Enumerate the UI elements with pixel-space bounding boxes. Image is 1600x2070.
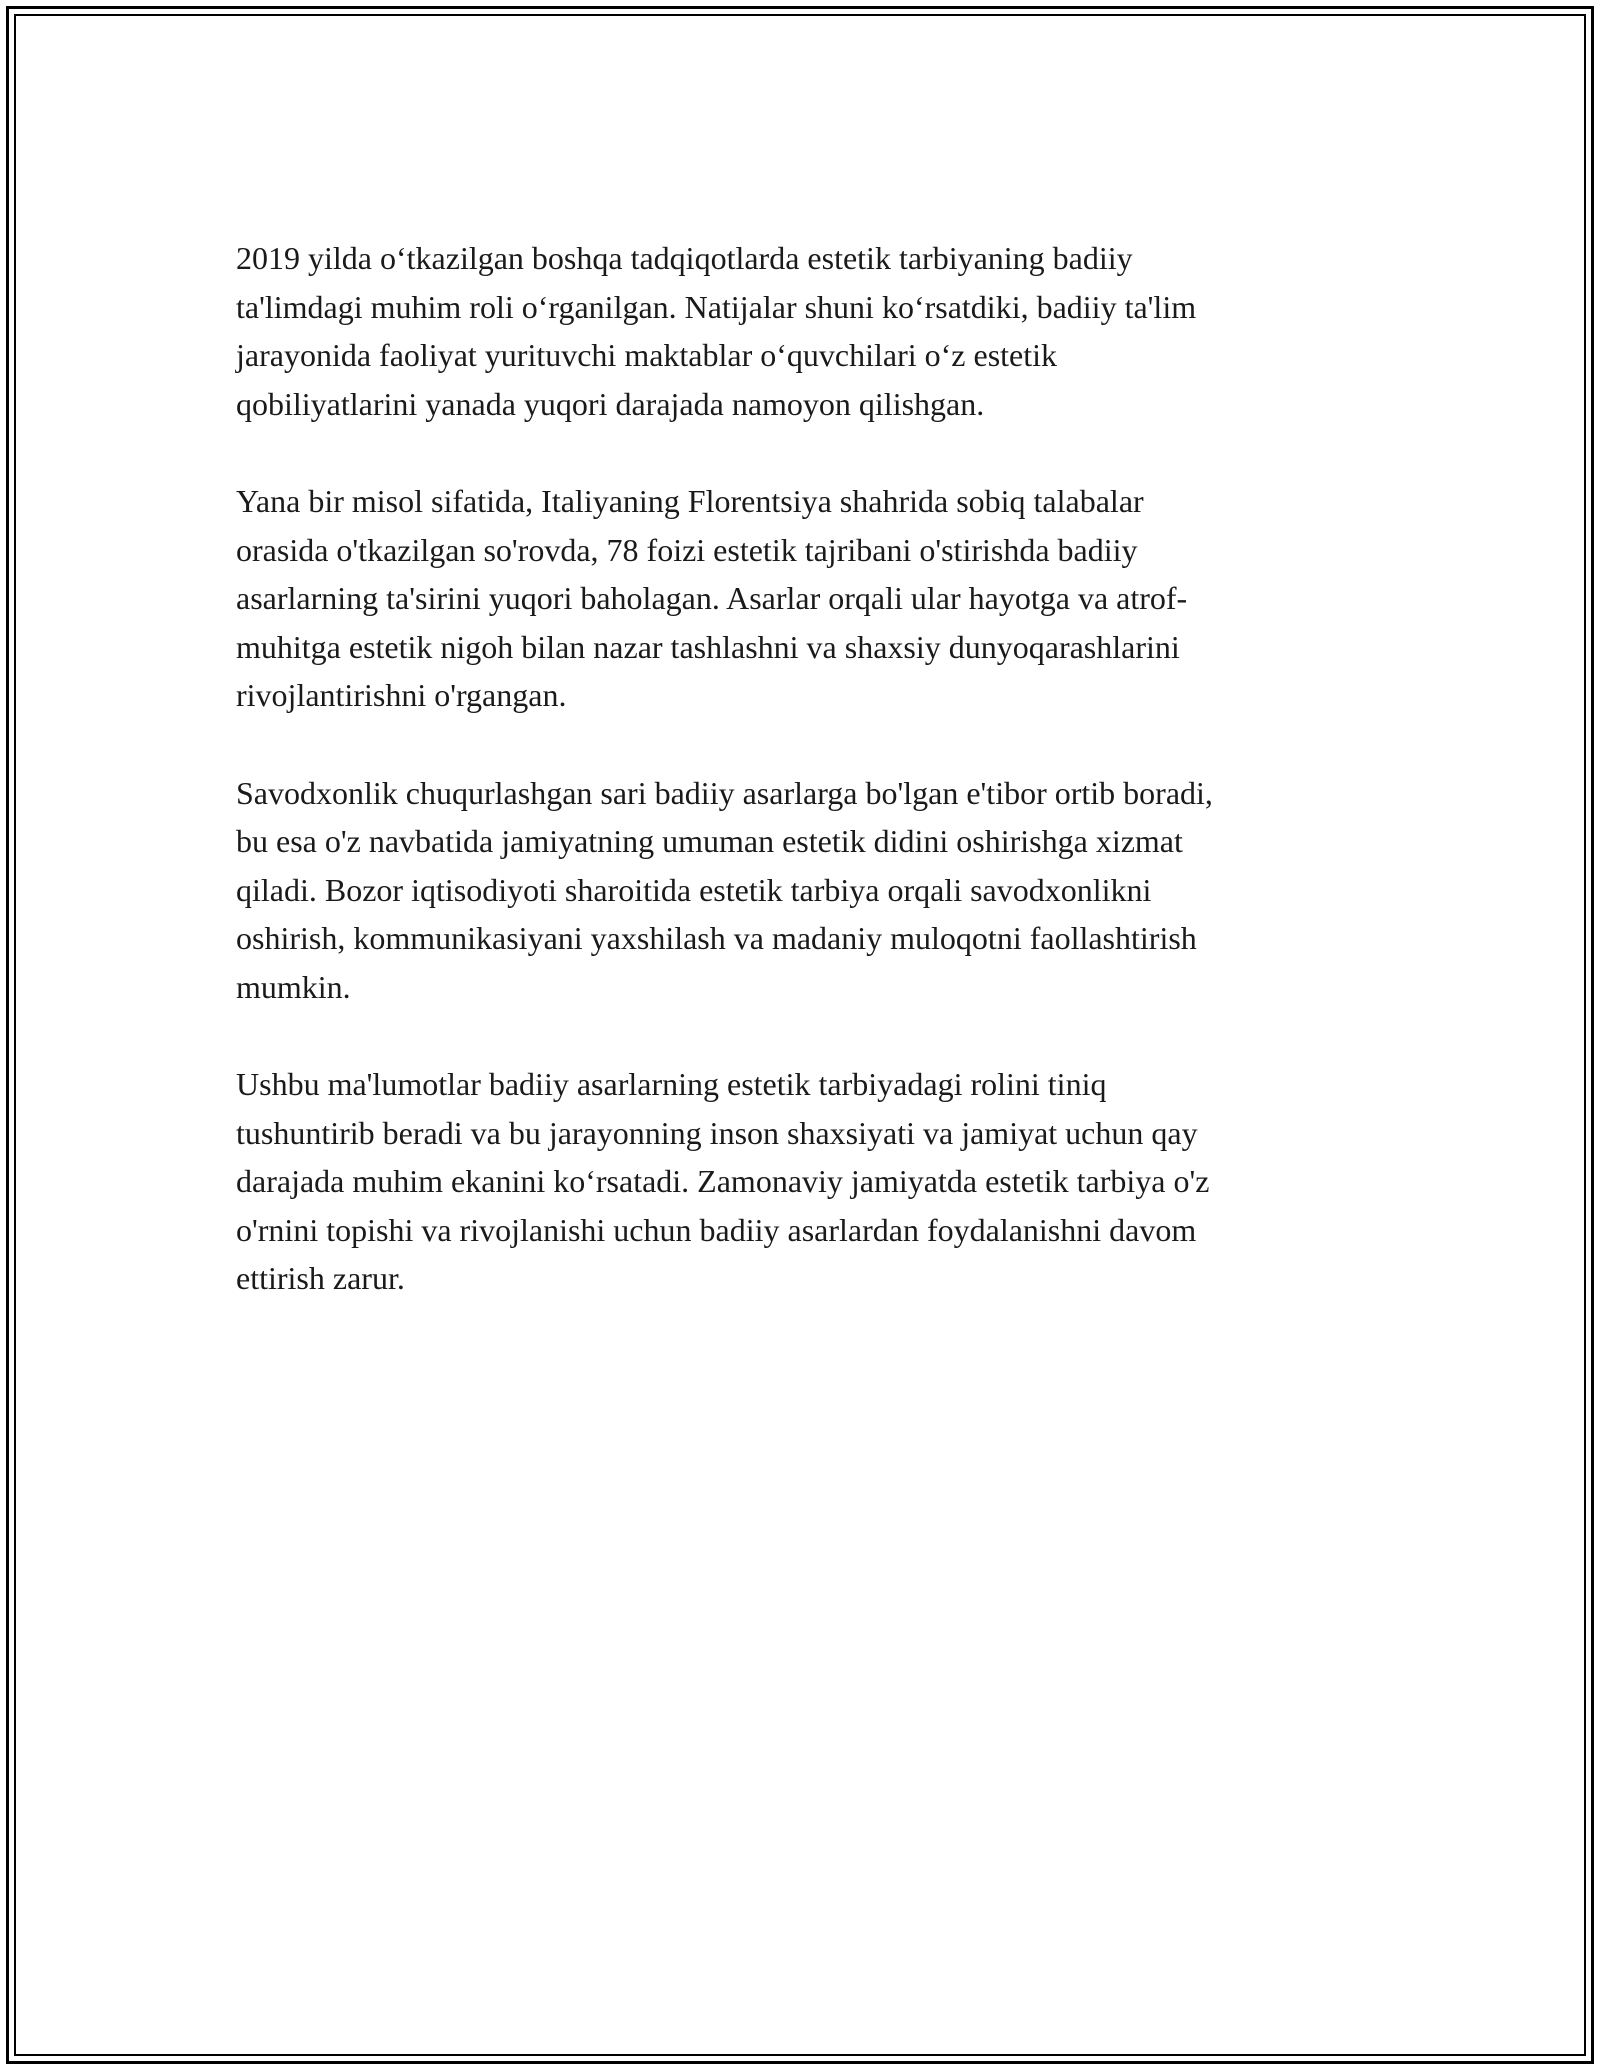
paragraph-line: Savodxonlik chuqurlashgan sari badiiy asarlarga bo'lgan e'tibor ortib boradi,: [236, 774, 1213, 811]
paragraph-2: [236, 477, 1356, 720]
paragraph-line: ta'limdagi muhim roli o‘rganilgan. Natijalar shuni ko‘rsatdiki, badiiy ta'lim: [236, 288, 1197, 325]
paragraph-line: darajada muhim ekanini ko‘rsatadi. Zamonaviy jamiyatda estetik tarbiya o'z: [236, 1163, 1210, 1199]
paragraph-line: muhitga estetik nigoh bilan nazar tashlashni va shaxsiy dunyoqarashlarini: [236, 628, 1180, 665]
paragraph-line: asarlarning ta'sirini yuqori baholagan. Asarlar orqali ular hayotga va atrof-: [236, 580, 1188, 616]
paragraph-line: jarayonida faoliyat yurituvchi maktablar o‘quvchilari o‘z estetik: [236, 337, 1058, 373]
paragraph-line: qiladi. Bozor iqtisodiyoti sharoitida estetik tarbiya orqali savodxonlikni: [236, 871, 1152, 908]
paragraph-line: orasida o'tkazilgan so'rovda, 78 foizi estetik tajribani o'stirishda badiiy: [236, 531, 1138, 568]
paragraph-line: oshirish, kommunikasiyani yaxshilash va madaniy muloqotni faollashtirish: [236, 920, 1197, 956]
paragraph-line: tushuntirib beradi va bu jarayonning inson shaxsiyati va jamiyat uchun qay: [236, 1114, 1198, 1151]
paragraph-4: [236, 1060, 1356, 1303]
paragraph-line: 2019 yilda o‘tkazilgan boshqa tadqiqotlarda estetik tarbiyaning badiiy: [236, 240, 1133, 276]
paragraph-1: [236, 234, 1356, 428]
paragraph-3: [236, 769, 1356, 1012]
paragraph-line: o'rnini topishi va rivojlanishi uchun badiiy asarlardan foydalanishni davom: [236, 1211, 1197, 1248]
paragraph-line: rivojlantirishni o'rgangan.: [236, 677, 567, 713]
document-body: [236, 234, 1356, 1352]
paragraph-line: mumkin.: [236, 968, 351, 1005]
paragraph-line: Yana bir misol sifatida, Italiyaning Florentsiya shahrida sobiq talabalar: [236, 483, 1144, 519]
paragraph-line: Ushbu ma'lumotlar badiiy asarlarning estetik tarbiyadagi rolini tiniq: [236, 1066, 1107, 1102]
paragraph-line: ettirish zarur.: [236, 1260, 405, 1296]
paragraph-line: bu esa o'z navbatida jamiyatning umuman estetik didini oshirishga xizmat: [236, 823, 1183, 859]
paragraph-line: qobiliyatlarini yanada yuqori darajada namoyon qilishgan.: [236, 385, 985, 422]
